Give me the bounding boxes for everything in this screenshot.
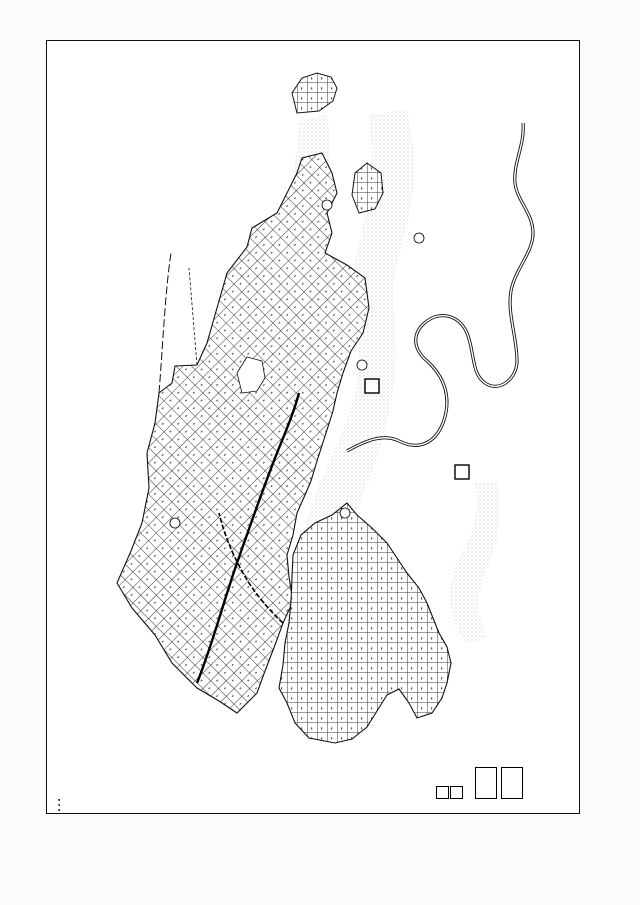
zone-marker-2 [365, 379, 379, 393]
zone-legend-box-1 [436, 786, 449, 799]
zone-marker-1 [455, 465, 469, 479]
district-legend-item-1 [473, 549, 499, 799]
zones-legend [435, 549, 525, 799]
zone-legend-item-2 [449, 549, 463, 799]
district-legend-swatch-2 [501, 767, 523, 799]
forest-area-square-grid [279, 503, 451, 743]
zone-legend-box-2 [450, 786, 463, 799]
district-legend-swatch-1 [475, 767, 497, 799]
rotated-layout: … [47, 41, 579, 813]
zone-legend-item-1 [435, 549, 449, 799]
district-legend-item-2 [499, 549, 525, 799]
map-sheet [46, 40, 580, 814]
